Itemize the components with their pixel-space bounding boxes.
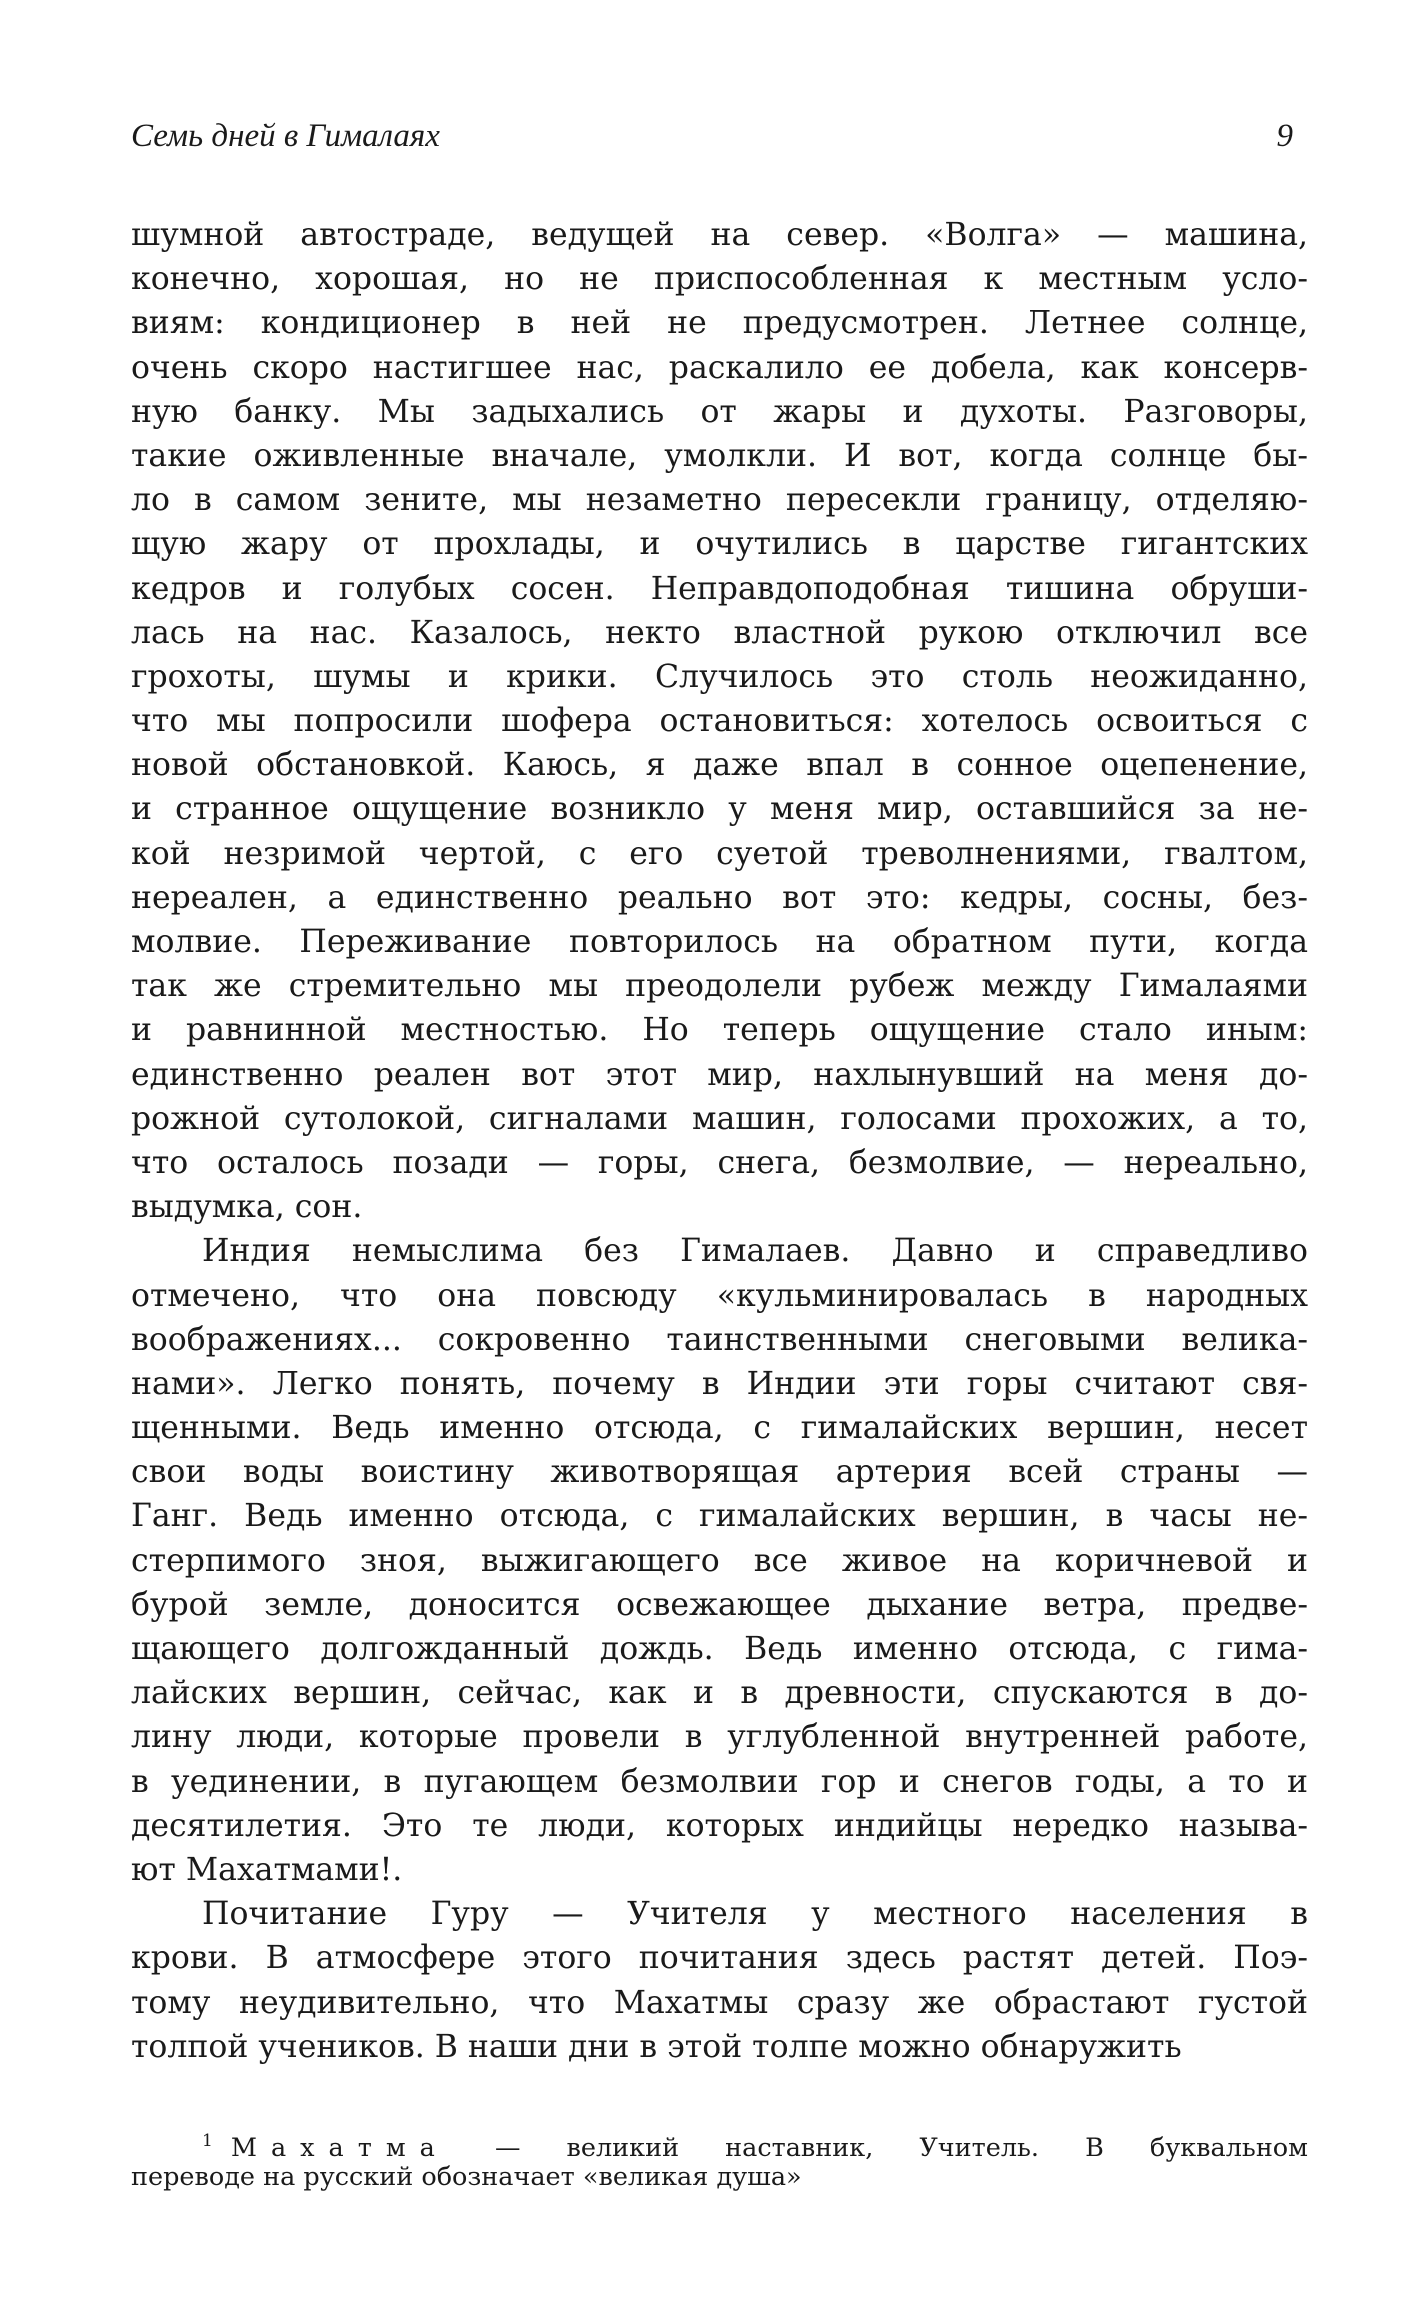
text-line: в уединении, в пугающем безмолвии гор и снегов годы, а то и	[131, 1763, 1308, 1800]
text-line: Почитание Гуру — Учителя у местного населения в	[202, 1896, 1308, 1933]
footnote	[131, 2123, 1308, 2195]
text-line: единственно реален вот этот мир, нахлынувший на меня до-	[131, 1056, 1308, 1093]
text-line: грохоты, шумы и крики. Случилось это столь неожиданно,	[131, 658, 1308, 695]
text-line: щую жару от прохлады, и очутились в царстве гигантских	[131, 526, 1308, 563]
text-line: отмечено, что она повсюду «кульминировалась в народных	[131, 1277, 1308, 1314]
footnote-definition: — великий наставник, Учитель. В буквальном	[494, 2133, 1308, 2163]
text-line: ло в самом зените, мы незаметно пересекли границу, отделяю-	[131, 482, 1308, 519]
main-text	[131, 213, 1308, 2069]
text-line: крови. В атмосфере этого почитания здесь растят детей. Поэ-	[131, 1940, 1308, 1977]
text-line: лась на нас. Казалось, некто властной рукою отключил все	[131, 614, 1308, 651]
text-line: нереален, а единственно реально вот это: кедры, сосны, без-	[131, 879, 1308, 916]
text-line: толпой учеников. В наши дни в этой толпе можно обнаружить	[131, 2028, 1182, 2065]
text-line: десятилетия. Это те люди, которых индийцы нередко называ-	[131, 1807, 1308, 1844]
text-line: что мы попросили шофера остановиться: хотелось освоиться с	[131, 703, 1308, 740]
text-line: свои воды воистину животворящая артерия всей страны —	[131, 1454, 1308, 1491]
text-line: рожной сутолокой, сигналами машин, голосами прохожих, а то,	[131, 1100, 1308, 1137]
text-line: кедров и голубых сосен. Неправдоподобная тишина обруши-	[131, 570, 1308, 607]
footnote-marker: 1	[202, 2131, 213, 2151]
text-line: так же стремительно мы преодолели рубеж между Гималаями	[131, 968, 1308, 1005]
text-line: воображениях... сокровенно таинственными снеговыми велика-	[131, 1321, 1308, 1358]
text-line: и странное ощущение возникло у меня мир, оставшийся за не-	[131, 791, 1308, 828]
text-line: ют Махатмами!.	[131, 1851, 403, 1888]
text-line: лайских вершин, сейчас, как и в древности, спускаются в до-	[131, 1675, 1308, 1712]
text-line: нами». Легко понять, почему в Индии эти горы считают свя-	[131, 1365, 1308, 1402]
text-line: и равнинной местностью. Но теперь ощущение стало иным:	[131, 1012, 1308, 1049]
text-line: щенными. Ведь именно отсюда, с гималайских вершин, несет	[131, 1410, 1308, 1447]
footnote-line	[131, 2123, 1308, 2163]
text-line: очень скоро настигшее нас, раскалило ее добела, как консерв-	[131, 349, 1308, 386]
text-line: Ганг. Ведь именно отсюда, с гималайских вершин, в часы не-	[131, 1498, 1308, 1535]
book-title: Семь дней в Гималаях	[131, 118, 440, 154]
text-line: шумной автостраде, ведущей на север. «Волга» — машина,	[131, 217, 1308, 253]
text-line: щающего долгожданный дождь. Ведь именно отсюда, с гима-	[131, 1631, 1308, 1667]
text-line: что осталось позади — горы, снега, безмолвие, — нереально,	[131, 1144, 1308, 1181]
text-line: кой незримой чертой, с его суетой треволнениями, гвалтом,	[131, 835, 1308, 872]
text-line: такие оживленные вначале, умолкли. И вот, когда солнце бы-	[131, 437, 1308, 474]
text-line: выдумка, сон.	[131, 1189, 363, 1226]
text-line: новой обстановкой. Каюсь, я даже впал в сонное оцепенение,	[131, 747, 1308, 784]
text-line: бурой земле, доносится освежающее дыхание ветра, предве-	[131, 1586, 1308, 1623]
footnote-term: Махатма	[230, 2133, 449, 2163]
running-header	[131, 112, 1293, 160]
text-line: конечно, хорошая, но не приспособленная к местным усло-	[131, 261, 1308, 298]
text-line: Индия немыслима без Гималаев. Давно и справедливо	[202, 1233, 1308, 1270]
text-line: виям: кондиционер в ней не предусмотрен. Летнее солнце,	[131, 305, 1308, 342]
text-line: лину люди, которые провели в углубленной внутренней работе,	[131, 1719, 1308, 1756]
text-line: ную банку. Мы задыхались от жары и духоты. Разговоры,	[131, 393, 1308, 430]
footnote-line: переводе на русский обозначает «великая душа»	[131, 2162, 802, 2192]
text-line: молвие. Переживание повторилось на обратном пути, когда	[131, 924, 1308, 960]
text-line: тому неудивительно, что Махатмы сразу же обрастают густой	[131, 1984, 1308, 2021]
page-number: 9	[1276, 118, 1293, 154]
text-line: стерпимого зноя, выжигающего все живое на коричневой и	[131, 1542, 1308, 1579]
